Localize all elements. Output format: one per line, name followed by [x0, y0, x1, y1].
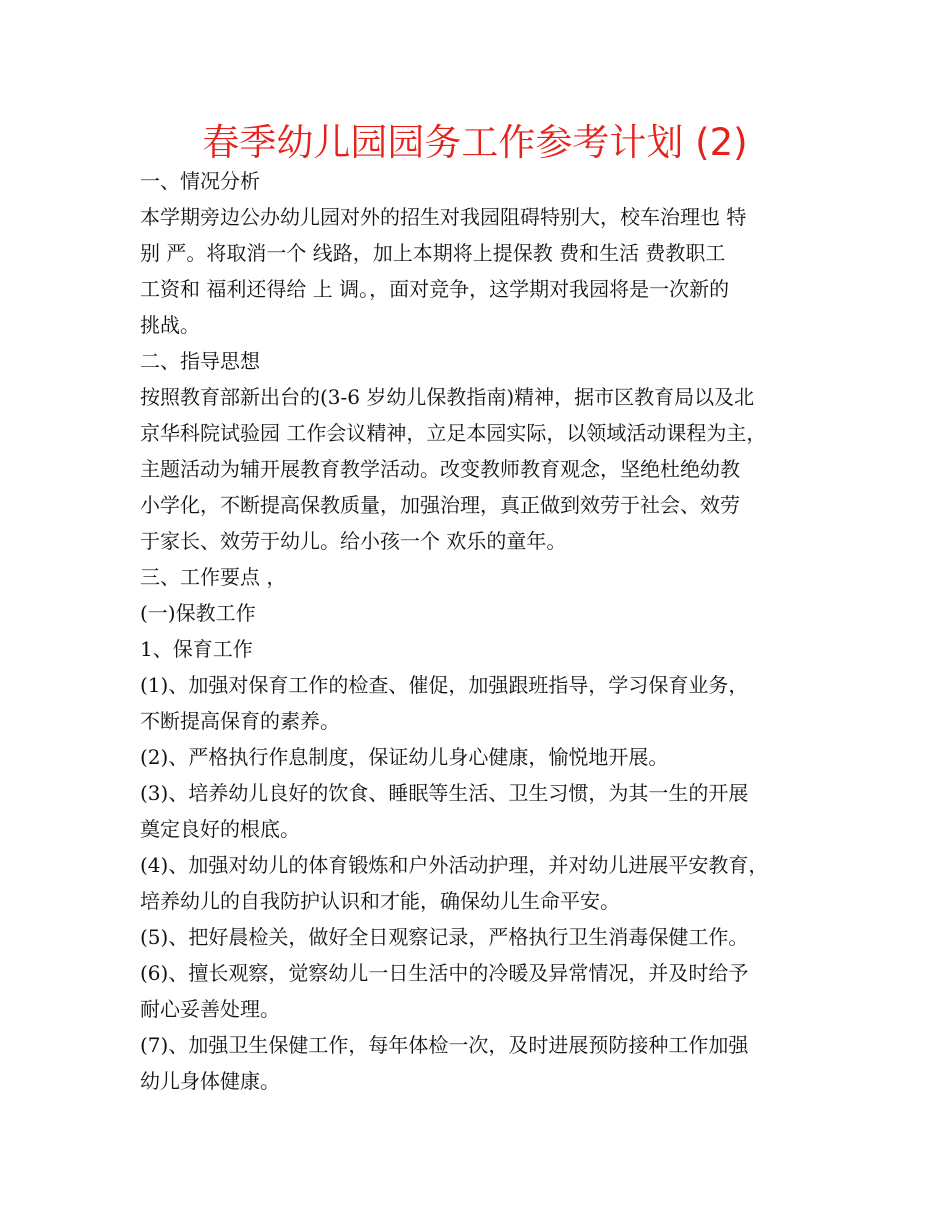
document-body — [140, 163, 840, 1099]
paragraph-line: 小学化，不断提高保教质量，加强治理，真正做到效劳于社会、效劳 — [140, 493, 740, 517]
list-item: (4)、加强对幼儿的体育锻炼和户外活动护理，并对幼儿进展平安教育， — [140, 853, 769, 877]
paragraph-line: 京华科院试验园 工作会议精神，立足本园实际，以领域活动课程为主， — [140, 421, 767, 445]
paragraph-line: 本学期旁边公办幼儿园对外的招生对我园阻碍特别大，校车治理也 特 — [140, 205, 747, 229]
subsection-heading: (一)保教工作 — [140, 601, 256, 625]
list-item-continued: 不断提高保育的素养。 — [140, 709, 340, 733]
list-item-continued: 幼儿身体健康。 — [140, 1069, 280, 1093]
list-item: (5)、把好晨检关，做好全日观察记录，严格执行卫生消毒保健工作。 — [140, 925, 749, 949]
list-item: (2)、严格执行作息制度，保证幼儿身心健康，愉悦地开展。 — [140, 745, 669, 769]
subsection-heading: 1、保育工作 — [140, 637, 253, 661]
paragraph-line: 挑战。 — [140, 313, 200, 337]
list-item: (6)、擅长观察，觉察幼儿一日生活中的冷暖及异常情况，并及时给予 — [140, 961, 749, 985]
list-item-continued: 培养幼儿的自我防护认识和才能，确保幼儿生命平安。 — [140, 889, 620, 913]
list-item: (7)、加强卫生保健工作，每年体检一次，及时进展预防接种工作加强 — [140, 1033, 749, 1057]
document-title: 春季幼儿园园务工作参考计划 (2) — [202, 121, 748, 164]
section-heading: 二、指导思想 — [140, 349, 260, 373]
paragraph-line: 于家长、效劳于幼儿。给小孩一个 欢乐的童年。 — [140, 529, 567, 553]
list-item: (3)、培养幼儿良好的饮食、睡眠等生活、卫生习惯，为其一生的开展 — [140, 781, 749, 805]
paragraph-line: 工资和 福利还得给 上 调。，面对竞争，这学期对我园将是一次新的 — [140, 277, 730, 301]
list-item-continued: 耐心妥善处理。 — [140, 997, 280, 1021]
paragraph-line: 主题活动为辅开展教育教学活动。改变教师教育观念，坚绝杜绝幼教 — [140, 457, 740, 481]
paragraph-line: 按照教育部新出台的(3-6 岁幼儿保教指南)精神，据市区教育局以及北 — [140, 385, 755, 409]
list-item-continued: 奠定良好的根底。 — [140, 817, 300, 841]
paragraph-line: 别 严。将取消一个 线路，加上本期将上提保教 费和生活 费教职工 — [140, 241, 726, 265]
list-item: (1)、加强对保育工作的检查、催促，加强跟班指导，学习保育业务， — [140, 673, 749, 697]
section-heading: 三、工作要点 ， — [140, 565, 287, 589]
section-heading: 一、情况分析 — [140, 169, 260, 193]
